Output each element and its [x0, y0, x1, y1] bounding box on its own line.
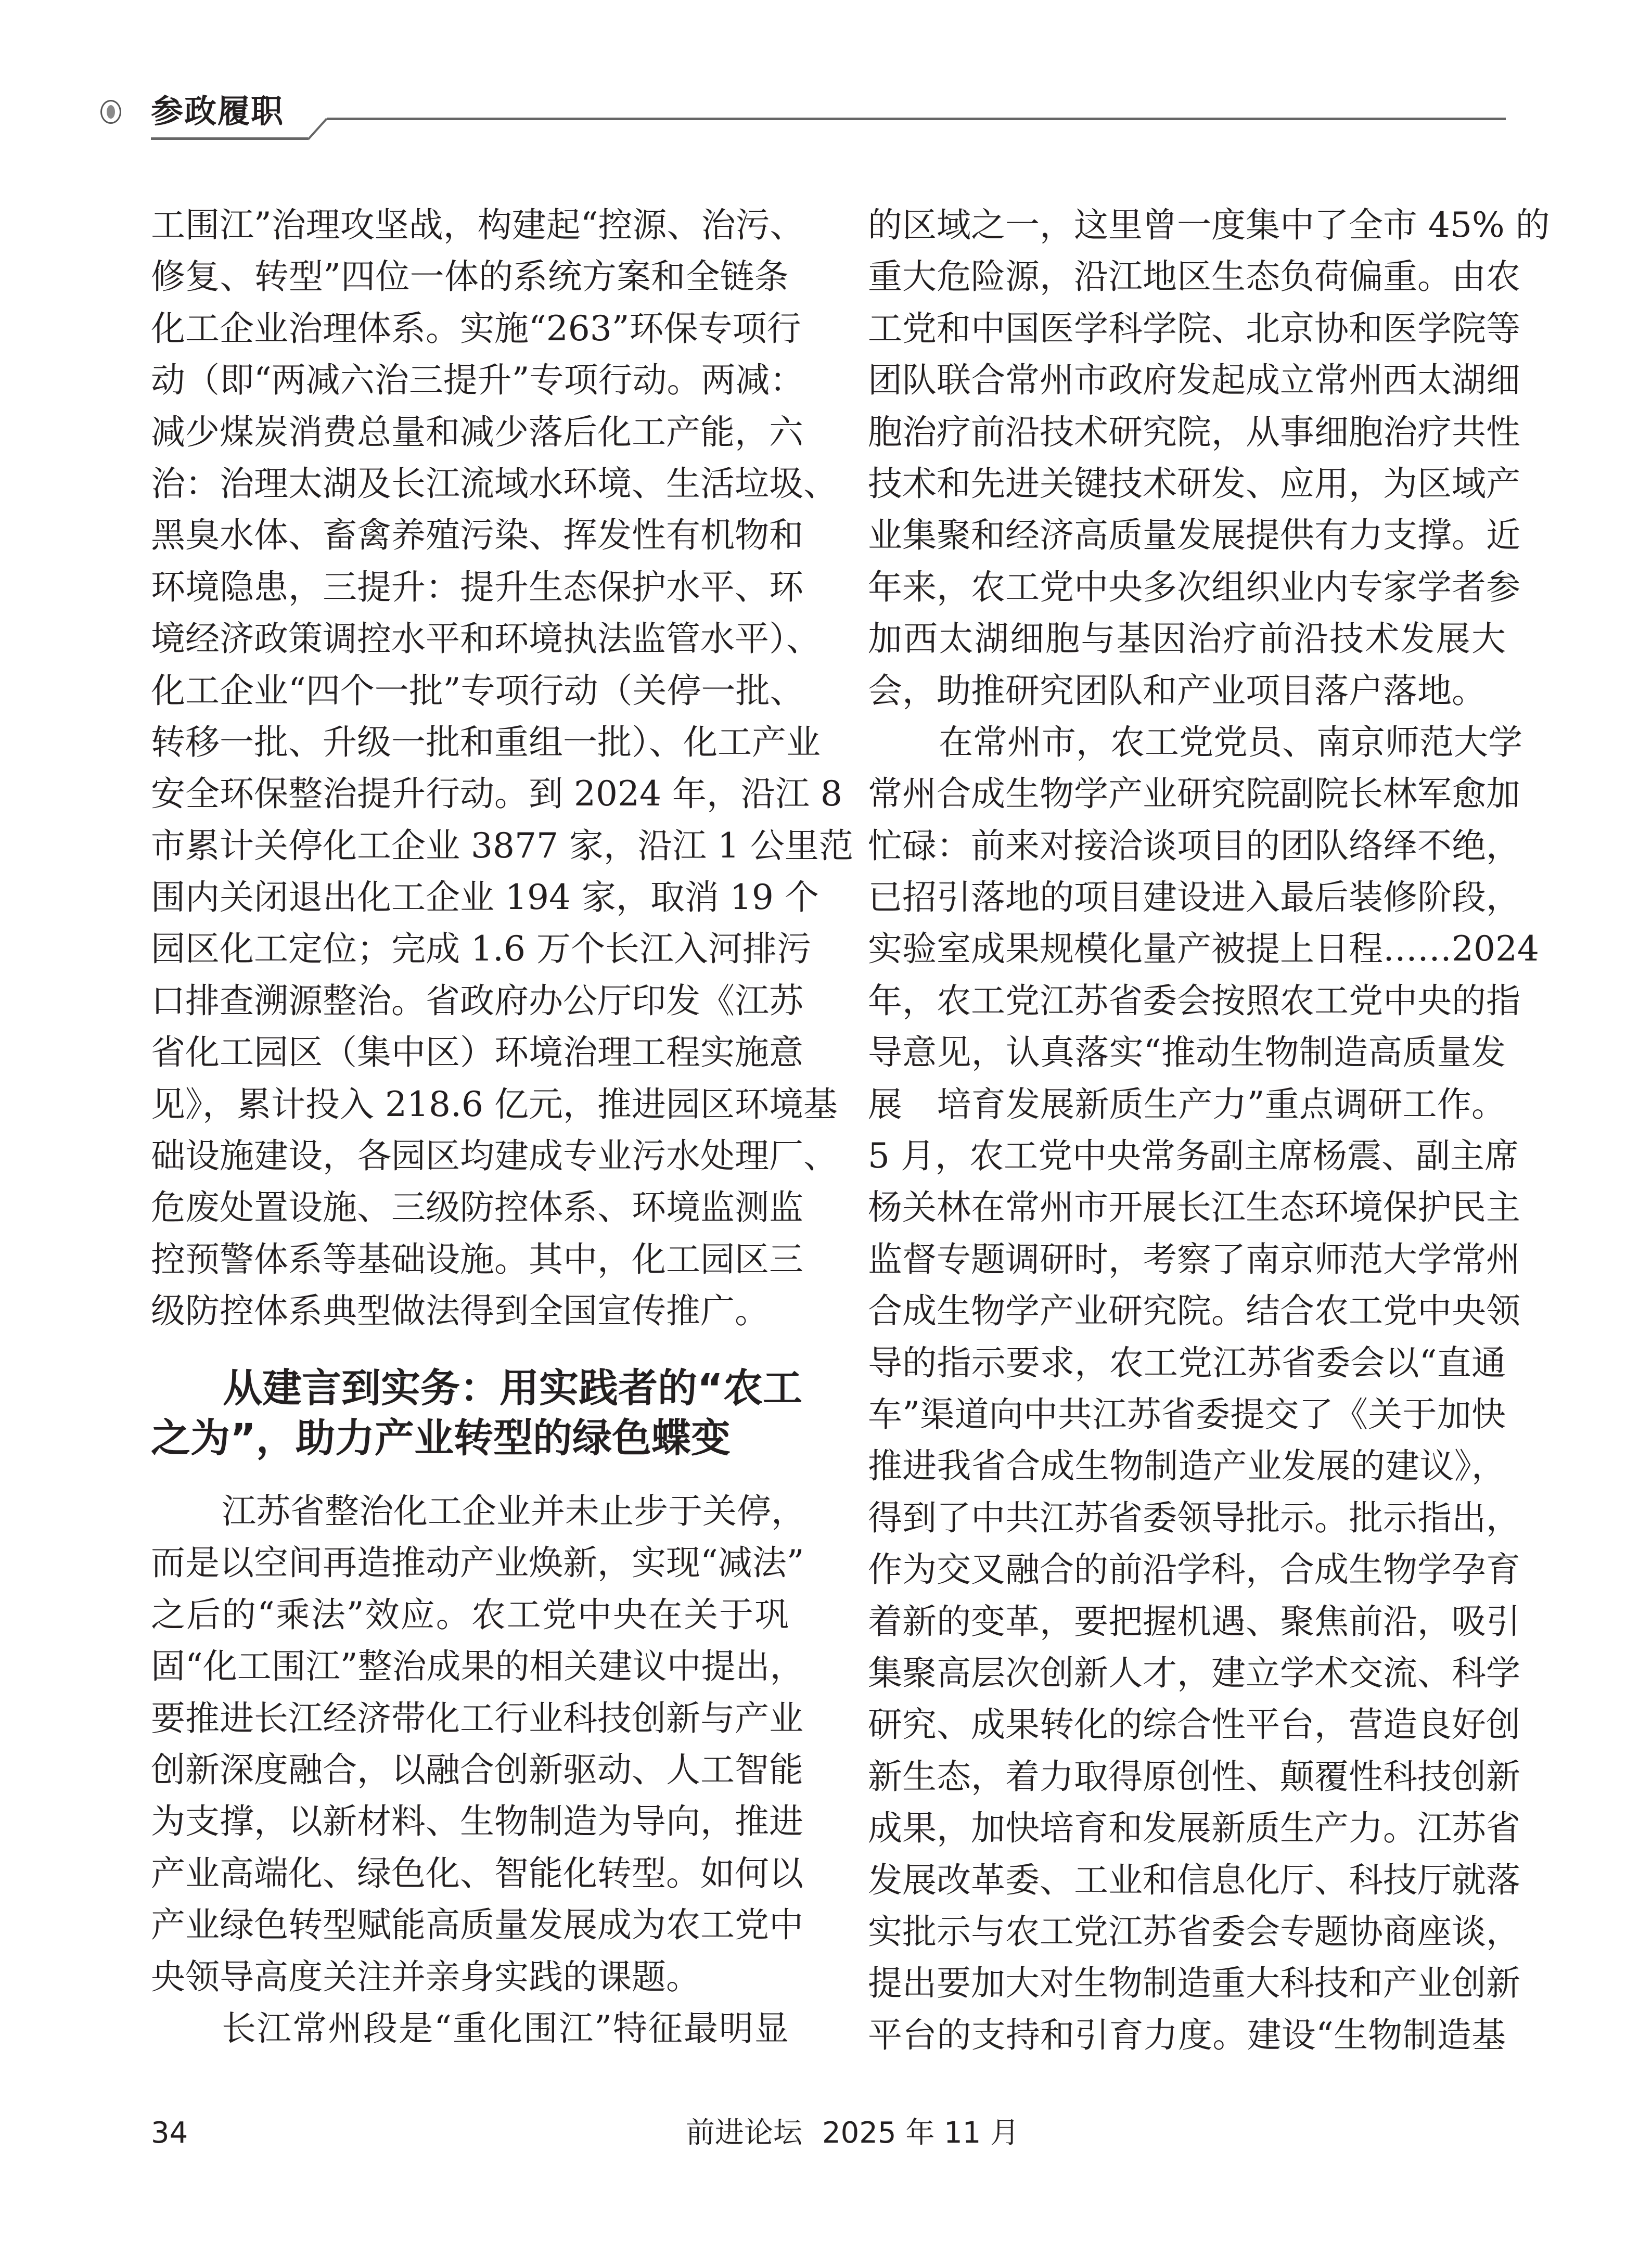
section-bullet-icon [100, 100, 121, 124]
text-line: 控预警体系等基础设施。其中，化工园区三 [151, 1239, 803, 1279]
text-line: 实批示与农工党江苏省委会专题协商座谈， [868, 1911, 1520, 1952]
paragraph [151, 2003, 789, 2054]
text-line: 集聚高层次创新人才，建立学术交流、科学 [868, 1652, 1520, 1693]
text-line: 技术和先进关键技术研发、应用，为区域产 [868, 463, 1520, 504]
text-line: 年来，农工党中央多次组织业内专家学者参 [868, 567, 1520, 607]
text-line: 导意见，认真落实“推动生物制造高质量发 [868, 1032, 1506, 1073]
section-title: 参政履职 [151, 92, 285, 130]
left-column-text [151, 199, 853, 1337]
text-line: 省化工园区（集中区）环境治理工程实施意 [151, 1032, 803, 1073]
text-line: 业集聚和经济高质量发展提供有力支撑。近 [868, 515, 1520, 556]
text-line: 已招引落地的项目建设进入最后装修阶段， [868, 877, 1520, 918]
text-line: 央领导高度关注并亲身实践的课题。 [151, 1956, 700, 1997]
section-heading [151, 1363, 802, 1463]
section-heading-line: 之为”，助力产业转型的绿色蝶变 [151, 1415, 731, 1461]
left-column-text-lower [151, 1485, 805, 2054]
right-column-text [868, 199, 1550, 2061]
text-line: 化工企业治理体系。实施“263”环保专项行 [151, 308, 801, 349]
text-line: 级防控体系典型做法得到全国宣传推广。 [151, 1291, 769, 1331]
text-line: 胞治疗前沿技术研究院，从事细胞治疗共性 [868, 412, 1520, 452]
text-line: 产业绿色转型赋能高质量发展成为农工党中 [151, 1905, 803, 1945]
header-rule-left [151, 137, 308, 140]
text-line: 长江常州段是“重化围江”特征最明显 [222, 2008, 789, 2048]
text-line: 合成生物学产业研究院。结合农工党中央领 [868, 1291, 1520, 1331]
paragraph [151, 1485, 805, 2003]
text-line: 化工企业“四个一批”专项行动（关停一批、 [151, 670, 804, 711]
text-line: 工围江”治理攻坚战，构建起“控源、治污、 [151, 205, 804, 245]
text-line: 为支撑，以新材料、生物制造为导向，推进 [151, 1801, 803, 1842]
text-line: 园区化工定位；完成 1.6 万个长江入河排污 [151, 929, 811, 969]
text-line: 而是以空间再造推动产业焕新，实现“减法” [151, 1543, 804, 1583]
text-line: 作为交叉融合的前沿学科，合成生物学孕育 [868, 1549, 1520, 1590]
header-rule-right [327, 118, 1506, 120]
text-line: 口排查溯源整治。省政府办公厅印发《江苏 [151, 980, 803, 1021]
text-line: 会，助推研究团队和产业项目落户落地。 [868, 670, 1486, 711]
text-line: 发展改革委、工业和信息化厅、科技厅就落 [868, 1860, 1520, 1900]
text-line: 提出要加大对生物制造重大科技和产业创新 [868, 1963, 1520, 2004]
text-line: 杨关林在常州市开展长江生态环境保护民主 [868, 1187, 1520, 1228]
text-line: 江苏省整治化工企业并未止步于关停， [222, 1491, 805, 1531]
text-line: 的区域之一，这里曾一度集中了全市 45% 的 [868, 205, 1550, 245]
text-line: 平台的支持和引育力度。建设“生物制造基 [868, 2015, 1506, 2055]
text-line: 导的指示要求，农工党江苏省委会以“直通 [868, 1342, 1506, 1383]
text-line: 治：治理太湖及长江流域水环境、生活垃圾、 [151, 463, 838, 504]
text-line: 5 月，农工党中央常务副主席杨震、副主席 [868, 1136, 1519, 1176]
text-line: 团队联合常州市政府发起成立常州西太湖细 [868, 360, 1520, 401]
text-line: 转移一批、升级一批和重组一批）、化工产业 [151, 722, 821, 762]
text-line: 忙碌：前来对接洽谈项目的团队络绎不绝， [868, 825, 1520, 866]
text-line: 础设施建设，各园区均建成专业污水处理厂、 [151, 1136, 838, 1176]
text-line: 安全环保整治提升行动。到 2024 年，沿江 8 [151, 774, 842, 814]
text-line: 见》，累计投入 218.6 亿元，推进园区环境基 [151, 1084, 838, 1124]
section-heading-line: 从建言到实务：用实践者的“农工 [223, 1365, 802, 1411]
paragraph [151, 199, 853, 1337]
text-line: 之后的“乘法”效应。农工党中央在关于巩 [151, 1594, 789, 1635]
text-line: 推进我省合成生物制造产业发展的建议》， [868, 1446, 1506, 1487]
text-line: 固“化工围江”整治成果的相关建议中提出， [151, 1646, 804, 1687]
magazine-name: 前进论坛 [686, 2116, 802, 2150]
text-line: 市累计关停化工企业 3877 家，沿江 1 公里范 [151, 825, 853, 866]
header-rule-diagonal [306, 118, 329, 140]
text-line: 工党和中国医学科学院、北京协和医学院等 [868, 308, 1520, 349]
text-line: 监督专题调研时，考察了南京师范大学常州 [868, 1239, 1520, 1279]
text-line: 创新深度融合，以融合创新驱动、人工智能 [151, 1749, 803, 1790]
text-line: 成果，加快培育和发展新质生产力。江苏省 [868, 1808, 1520, 1849]
paragraph [868, 199, 1550, 716]
text-line: 危废处置设施、三级防控体系、环境监测监 [151, 1187, 803, 1228]
text-line: 黑臭水体、畜禽养殖污染、挥发性有机物和 [151, 515, 803, 556]
text-line: 产业高端化、绿色化、智能化转型。如何以 [151, 1853, 803, 1893]
text-line: 环境隐患，三提升：提升生态保护水平、环 [151, 567, 803, 607]
text-line: 修复、转型”四位一体的系统方案和全链条 [151, 257, 789, 297]
issue-date: 2025 年 11 月 [822, 2116, 1020, 2150]
text-line: 研究、成果转化的综合性平台，营造良好创 [868, 1705, 1520, 1745]
text-line: 新生态，着力取得原创性、颠覆性科技创新 [868, 1756, 1520, 1797]
text-line: 境经济政策调控水平和环境执法监管水平）、 [151, 619, 821, 659]
text-line: 车”渠道向中共江苏省委提交了《关于加快 [868, 1394, 1506, 1434]
text-line: 得到了中共江苏省委领导批示。批示指出， [868, 1497, 1520, 1538]
text-line: 常州合成生物学产业研究院副院长林军愈加 [868, 774, 1520, 814]
text-line: 在常州市，农工党党员、南京师范大学 [939, 722, 1522, 762]
text-line: 围内关闭退出化工企业 194 家，取消 19 个 [151, 877, 819, 918]
text-line: 年，农工党江苏省委会按照农工党中央的指 [868, 980, 1520, 1021]
text-line: 展 培育发展新质生产力”重点调研工作。 [868, 1084, 1506, 1124]
text-line: 着新的变革，要把握机遇、聚焦前沿，吸引 [868, 1601, 1520, 1642]
text-line: 减少煤炭消费总量和减少落后化工产能，六 [151, 412, 803, 452]
page-number: 34 [151, 2116, 188, 2150]
text-line: 实验室成果规模化量产被提上日程……2024 [868, 929, 1539, 969]
text-line: 要推进长江经济带化工行业科技创新与产业 [151, 1698, 803, 1738]
text-line: 动（即“两减六治三提升”专项行动。两减： [151, 360, 804, 401]
paragraph [868, 716, 1539, 2061]
text-line: 加西太湖细胞与基因治疗前沿技术发展大 [868, 619, 1506, 659]
text-line: 重大危险源，沿江地区生态负荷偏重。由农 [868, 257, 1520, 297]
